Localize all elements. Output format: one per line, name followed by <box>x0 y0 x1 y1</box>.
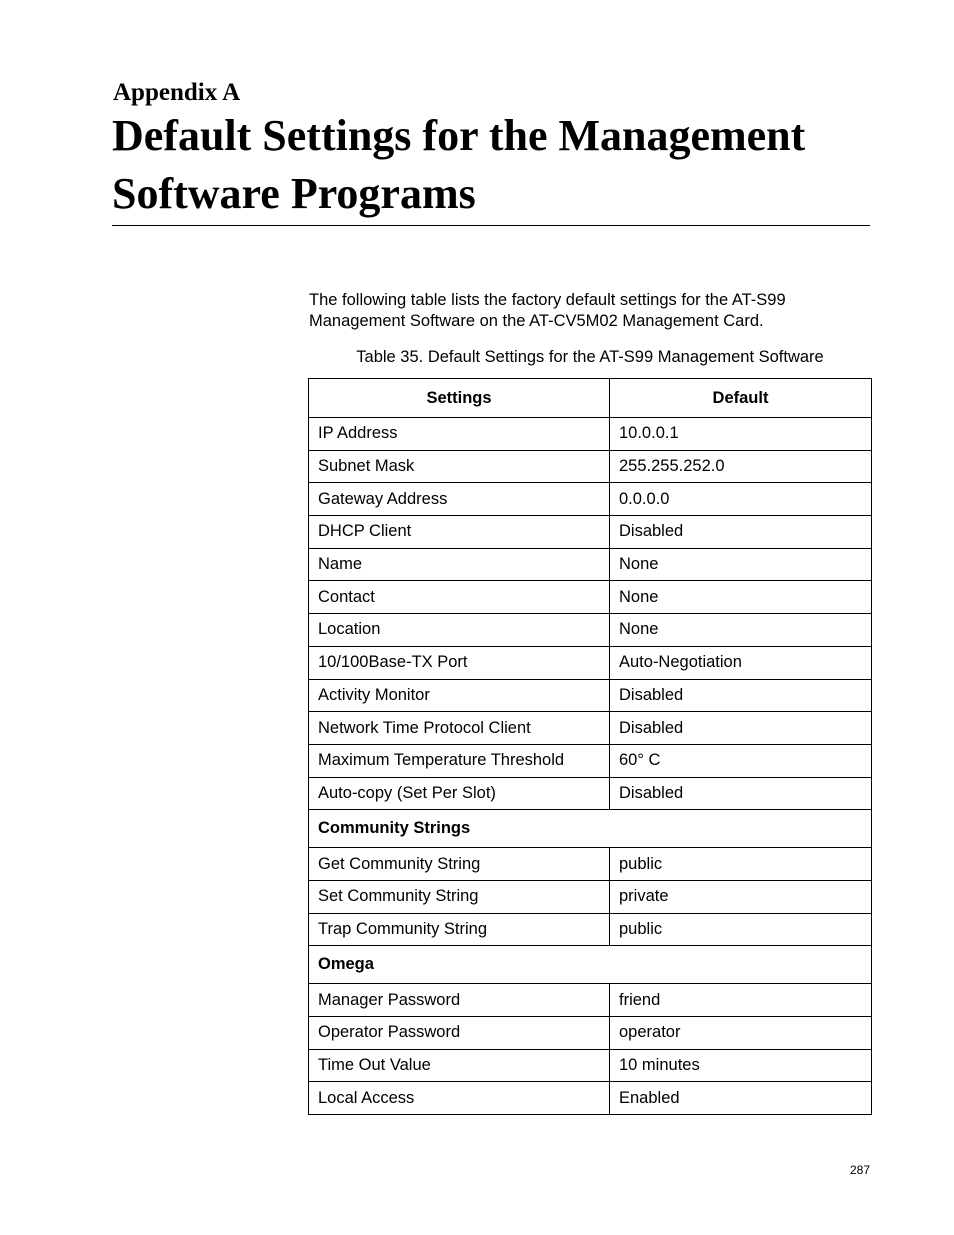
setting-name: Manager Password <box>309 984 610 1017</box>
table-row <box>309 548 872 581</box>
table-caption: Table 35. Default Settings for the AT-S99 Management Software <box>356 348 824 366</box>
setting-default: 10.0.0.1 <box>610 418 872 451</box>
setting-default: None <box>610 548 872 581</box>
setting-name: Network Time Protocol Client <box>309 712 610 745</box>
table-row <box>309 984 872 1017</box>
section-row-community-strings <box>309 810 872 848</box>
setting-default: Enabled <box>610 1082 872 1115</box>
setting-default: Disabled <box>610 777 872 810</box>
setting-default: Disabled <box>610 712 872 745</box>
setting-name: Operator Password <box>309 1017 610 1050</box>
table-row <box>309 581 872 614</box>
table-row <box>309 679 872 712</box>
table-header-row <box>309 379 872 418</box>
setting-name: Subnet Mask <box>309 450 610 483</box>
table-row <box>309 1049 872 1082</box>
setting-name: Time Out Value <box>309 1049 610 1082</box>
table-row <box>309 880 872 913</box>
page-number: 287 <box>849 1163 870 1177</box>
setting-default: None <box>610 614 872 647</box>
setting-default: None <box>610 581 872 614</box>
table-row <box>309 1082 872 1115</box>
title-rule <box>112 225 870 226</box>
table-row <box>309 614 872 647</box>
setting-name: Maximum Temperature Threshold <box>309 744 610 777</box>
table-row <box>309 913 872 946</box>
setting-name: DHCP Client <box>309 516 610 549</box>
table-row <box>309 483 872 516</box>
section-label: Omega <box>309 946 872 984</box>
setting-default: 60° C <box>610 744 872 777</box>
table-row <box>309 418 872 451</box>
table-row <box>309 450 872 483</box>
setting-default: public <box>610 848 872 881</box>
setting-name: Name <box>309 548 610 581</box>
section-label: Community Strings <box>309 810 872 848</box>
intro-paragraph: The following table lists the factory default settings for the AT-S99 Management Software on the AT-CV5M02 Management Card. <box>309 291 786 330</box>
setting-default: friend <box>610 984 872 1017</box>
table-row <box>309 516 872 549</box>
column-header-default: Default <box>610 379 872 418</box>
appendix-label: Appendix A <box>113 79 241 106</box>
table-row <box>309 712 872 745</box>
setting-default: 10 minutes <box>610 1049 872 1082</box>
setting-name: Location <box>309 614 610 647</box>
setting-name: 10/100Base-TX Port <box>309 646 610 679</box>
setting-default: Auto-Negotiation <box>610 646 872 679</box>
setting-name: Contact <box>309 581 610 614</box>
table-row <box>309 848 872 881</box>
setting-name: Gateway Address <box>309 483 610 516</box>
setting-default: Disabled <box>610 679 872 712</box>
table-row <box>309 744 872 777</box>
setting-name: Trap Community String <box>309 913 610 946</box>
setting-name: Local Access <box>309 1082 610 1115</box>
setting-default: operator <box>610 1017 872 1050</box>
table-row <box>309 1017 872 1050</box>
setting-default: Disabled <box>610 516 872 549</box>
setting-default: public <box>610 913 872 946</box>
setting-default: 0.0.0.0 <box>610 483 872 516</box>
setting-name: Get Community String <box>309 848 610 881</box>
setting-name: Activity Monitor <box>309 679 610 712</box>
section-row-omega <box>309 946 872 984</box>
setting-name: IP Address <box>309 418 610 451</box>
page-title: Default Settings for the Management Software Programs <box>112 111 806 218</box>
setting-name: Auto-copy (Set Per Slot) <box>309 777 610 810</box>
table-row <box>309 646 872 679</box>
table-row <box>309 777 872 810</box>
setting-default: 255.255.252.0 <box>610 450 872 483</box>
default-settings-table <box>308 378 872 1115</box>
column-header-settings: Settings <box>309 379 610 418</box>
setting-name: Set Community String <box>309 880 610 913</box>
setting-default: private <box>610 880 872 913</box>
